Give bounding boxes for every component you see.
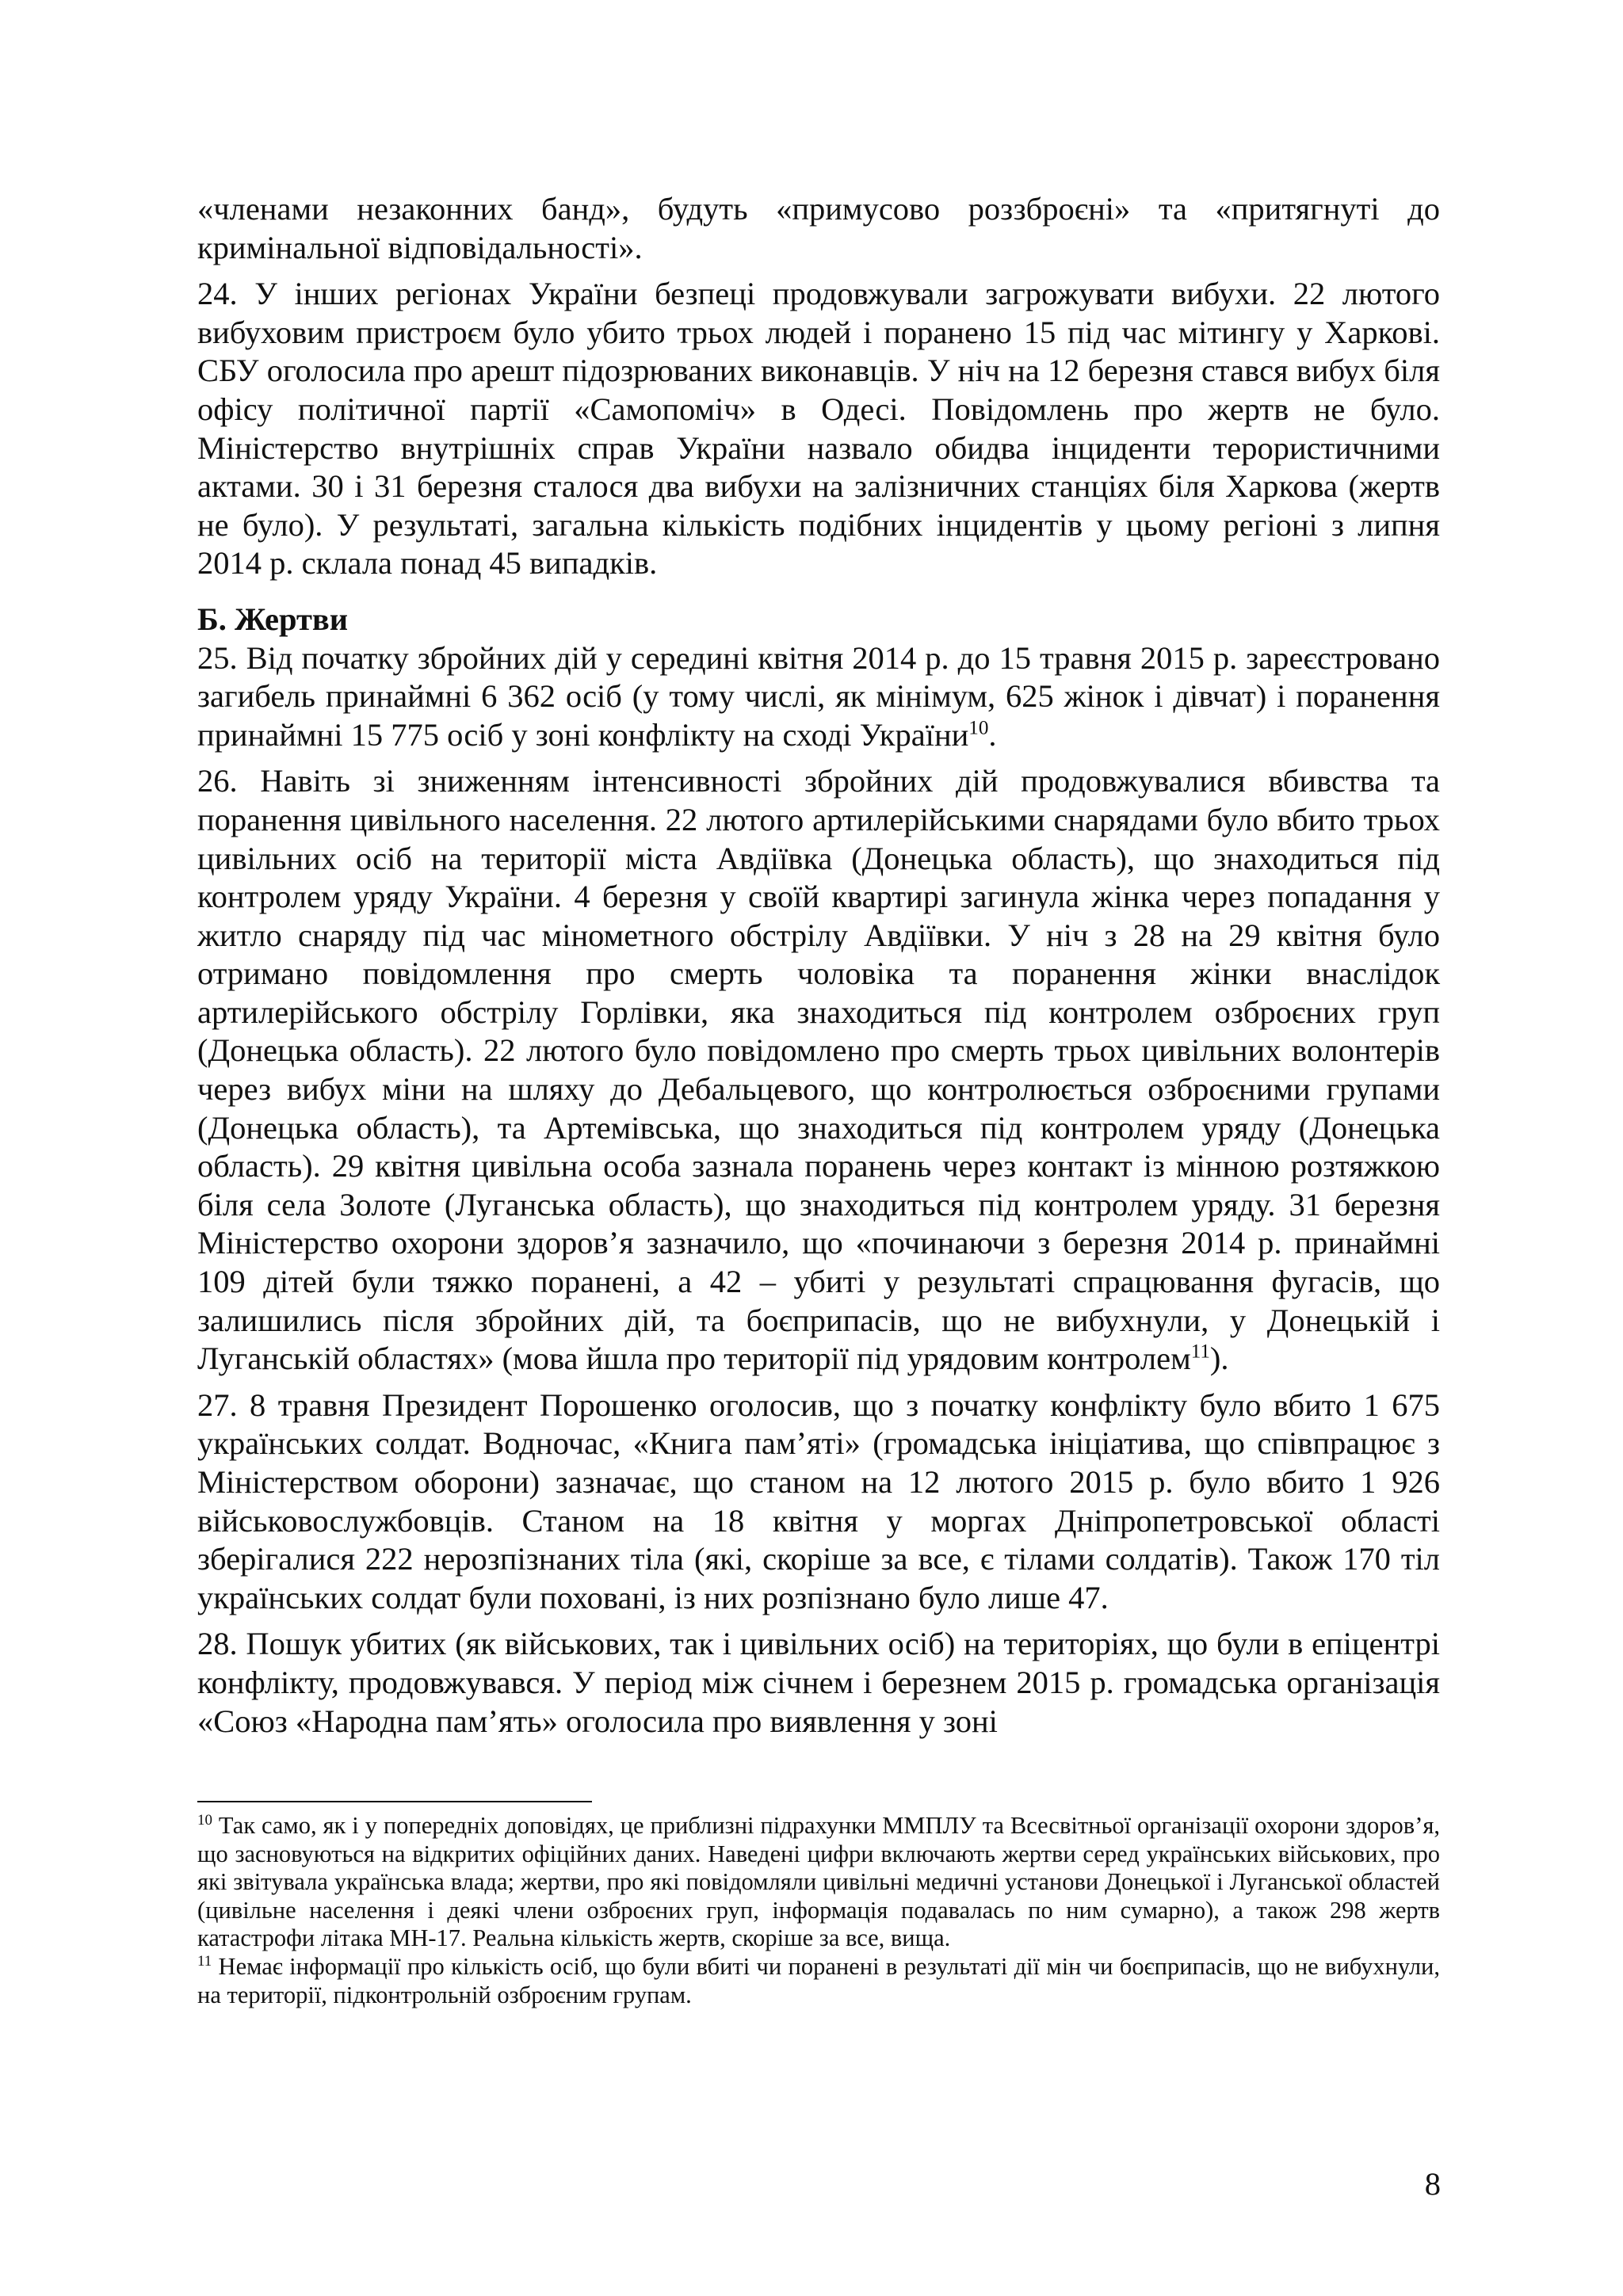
footnote-11: $^{11}$ Немає інформації про кількість осіб, що були вбиті чи поранені в результаті дії мін чи боєприпасів, що не вибухнули, на території, підконтрольній озброєним групам. — [197, 1952, 1440, 2008]
footnote-separator — [197, 1801, 592, 1802]
footnote-ref-11[interactable]: 11 — [1190, 1341, 1210, 1363]
paragraph-27: 27. 8 травня Президент Порошенко оголосив, що з початку конфлікту було вбито 1 675 українських солдат. Водночас, «Книга пам’яті» (громадська ініціатива, що співпрацює з Міністерством оборони) зазначає, що станом на 12 лютого 2015 р. було вбито 1 926 військовослужбовців. Станом на 18 квітня у моргах Дніпропетровської області зберігалися 222 нерозпізнаних тіла (які, скоріше за все, є тілами солдатів). Також 170 тіл українських солдат були поховані, із них розпізнано було лише 47. — [197, 1386, 1440, 1615]
section-heading-victims: Б. Жертви — [197, 601, 349, 637]
paragraph-24: 24. У інших регіонах України безпеці продовжували загрожувати вибухи. 22 лютого вибуховим пристроєм було убито трьох людей і поранено 15 під час мітингу у Харкові. СБУ оголосила про арешт підозрюваних виконавців. У ніч на 12 березня стався вибух біля офісу політичної партії «Самопоміч» в Одесі. Повідомлень про жертв не було. Міністерство внутрішніх справ України назвало обидва інциденти терористичними актами. 30 і 31 березня сталося два вибухи на залізничних станціях біля Харкова (жертв не було). У результаті, загальна кількість подібних інцидентів у цьому регіоні з липня 2014 р. склала понад 45 випадків. — [197, 276, 1440, 582]
footnote-mark-10: 10 — [197, 1811, 212, 1829]
footnote-10: $^{10}$ Так само, як і у попередніх доповідях, це приблизні підрахунки ММПЛУ та Всесвітньої організації охорони здоров’я, що засновуються на відкритих офіційних даних. Наведені цифри включають жертви серед українських військових, про які звітувала українська влада; жертви, про які повідомляли цивільні медичні установи Донецької і Луганської областей (цивільне населення і деякі члени озброєних груп, інформація подавалась по ним сумарно), а також 298 жертв катастрофи літака MH-17. Реальна кількість жертв, скоріше за все, вища. — [197, 1811, 1440, 1952]
paragraph-25: 25. Від початку збройних дій у середині квітня 2014 р. до 15 травня 2015 р. зареєстровано загибель принаймні 6 362 осіб (у тому числі, як мінімум, 625 жінок і дівчат) і поранення принаймні 15 775 осіб у зоні конфлікту на сході України$^{10}$. — [197, 639, 1440, 753]
paragraph-28: 28. Пошук убитих (як військових, так і цивільних осіб) на територіях, що були в епіцентрі конфлікту, продовжувався. У період між січнем і березнем 2015 р. громадська організація «Союз «Народна пам’ять» оголосила про виявлення у зоні — [197, 1626, 1440, 1739]
page-number: 8 — [1424, 2166, 1441, 2202]
footnote-mark-11: 11 — [197, 1952, 212, 1970]
paragraph-continuation: «членами незаконних банд», будуть «примусово роззброєні» та «притягнуті до кримінальної відповідальності». — [197, 191, 1440, 265]
footnote-ref-10[interactable]: 10 — [968, 717, 989, 739]
footnotes — [197, 1812, 1440, 2009]
paragraph-26: 26. Навіть зі зниженням інтенсивності збройних дій продовжувалися вбивства та поранення цивільного населення. 22 лютого артилерійськими снарядами було вбито трьох цивільних осіб на території міста Авдіївка (Донецька область), що знаходиться під контролем уряду України. 4 березня у своїй квартирі загинула жінка через попадання у житло снаряду під час мінометного обстрілу Авдіївки. У ніч з 28 на 29 квітня було отримано повідомлення про смерть чоловіка та поранення жінки внаслідок артилерійського обстрілу Горлівки, яка знаходиться під контролем озброєних груп (Донецька область). 22 лютого було повідомлено про смерть трьох цивільних волонтерів через вибух міни на шляху до Дебальцевого, що контролюється озброєними групами (Донецька область), та Артемівська, що знаходиться під контролем уряду (Донецька область). 29 квітня цивільна особа зазнала поранень через контакт із мінною розтяжкою біля села Золоте (Луганська область), що знаходиться під контролем уряду. 31 березня Міністерство охорони здоров’я зазначило, що «починаючи з березня 2014 р. принаймні 109 дітей були тяжко поранені, а 42 – убиті у результаті спрацювання фугасів, що залишились після збройних дій, та боєприпасів, що не вибухнули, у Донецькій і Луганській областях» (мова йшла про території під урядовим контролем$^{11}$). — [197, 763, 1440, 1377]
main-text — [197, 190, 1440, 1749]
